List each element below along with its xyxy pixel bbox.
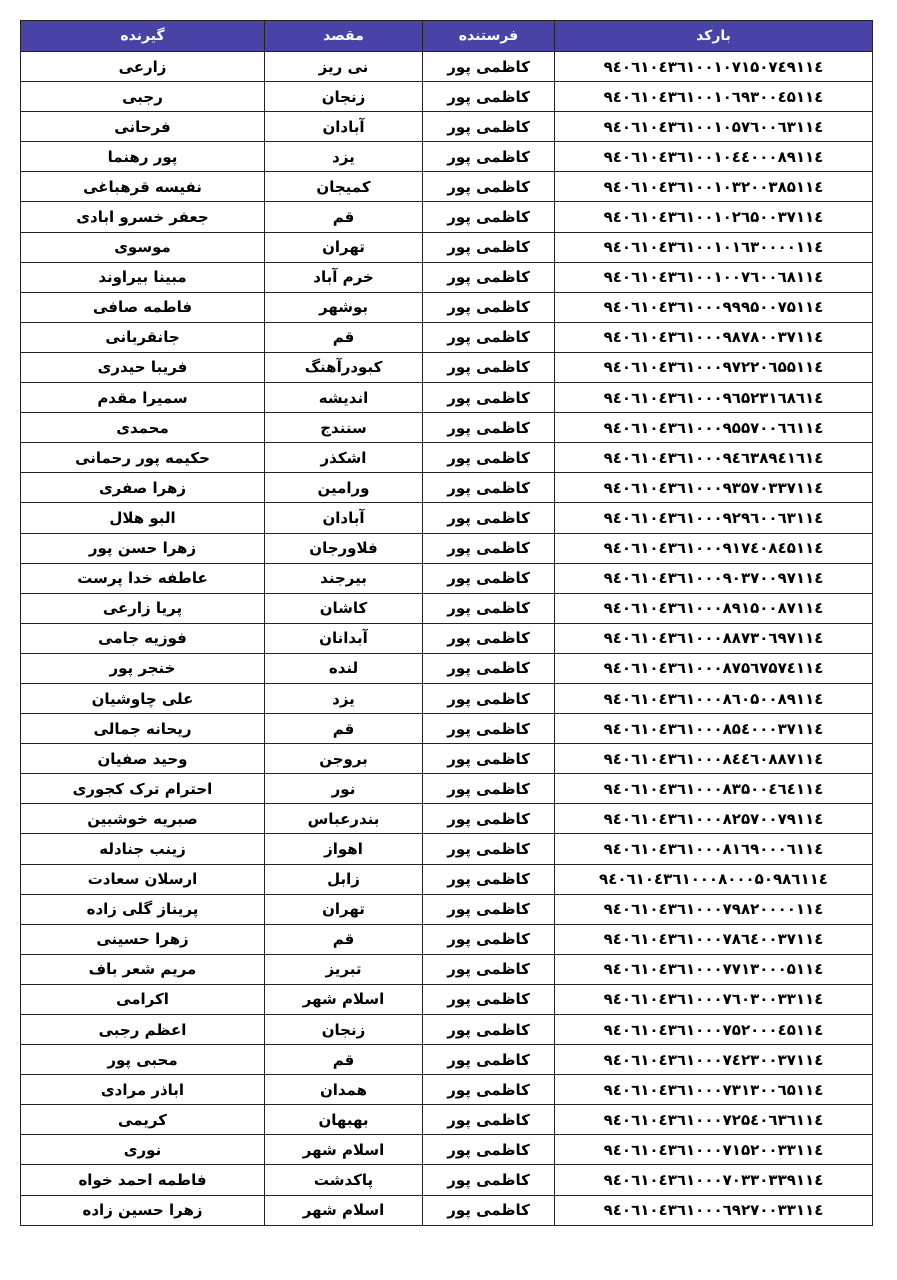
destination-cell: کمیجان (265, 172, 423, 202)
barcode-cell: ۹٤۰٦۱۰٤۳٦۱۰۰۰۹۳۵۷۰۳۳۷۱۱٤ (555, 473, 873, 503)
sender-cell: کاظمی پور (423, 714, 555, 744)
table-row (21, 1165, 873, 1195)
table-row (21, 744, 873, 774)
table-row (21, 683, 873, 713)
recipient-cell: فاطمه احمد خواه (21, 1165, 265, 1195)
barcode-cell: ۹٤۰٦۱۰٤۳٦۱۰۰۰۷۲۵٤۰٦۳٦۱۱٤ (555, 1105, 873, 1135)
barcode-cell: ۹٤۰٦۱۰٤۳٦۱۰۰۰۷٤۲۳۰۰۳۷۱۱٤ (555, 1045, 873, 1075)
destination-cell: قم (265, 924, 423, 954)
barcode-cell: ۹٤۰٦۱۰٤۳٦۱۰۰۰۷۹۸۲۰۰۰۰۱۱٤ (555, 894, 873, 924)
barcode-cell: ۹٤۰٦۱۰٤۳٦۱۰۰۱۰۰۷٦۰۰٦۸۱۱٤ (555, 262, 873, 292)
barcode-cell: ۹٤۰٦۱۰٤۳٦۱۰۰۰۹۰۳۷۰۰۹۷۱۱٤ (555, 563, 873, 593)
destination-cell: اسلام شهر (265, 984, 423, 1014)
barcode-cell: ۹٤۰٦۱۰٤۳٦۱۰۰۱۰۱٦۳۰۰۰۰۱۱٤ (555, 232, 873, 262)
recipient-cell: فریبا حیدری (21, 352, 265, 382)
table-row (21, 533, 873, 563)
recipient-cell: کریمی (21, 1105, 265, 1135)
barcode-cell: ۹٤۰٦۱۰٤۳٦۱۰۰۰٦۹۲۷۰۰۳۳۱۱٤ (555, 1195, 873, 1225)
sender-cell: کاظمی پور (423, 383, 555, 413)
sender-cell: کاظمی پور (423, 924, 555, 954)
sender-cell: کاظمی پور (423, 834, 555, 864)
destination-cell: نور (265, 774, 423, 804)
sender-cell: کاظمی پور (423, 653, 555, 683)
table-row (21, 142, 873, 172)
destination-cell: تبریز (265, 954, 423, 984)
table-row (21, 413, 873, 443)
barcode-cell: ۹٤۰٦۱۰٤۳٦۱۰۰۰۷۰۳۳۰۳۳۹۱۱٤ (555, 1165, 873, 1195)
sender-cell: کاظمی پور (423, 1135, 555, 1165)
table-row (21, 292, 873, 322)
destination-cell: کبودرآهنگ (265, 352, 423, 382)
destination-cell: کاشان (265, 593, 423, 623)
sender-cell: کاظمی پور (423, 954, 555, 984)
sender-cell: کاظمی پور (423, 352, 555, 382)
sender-cell: کاظمی پور (423, 202, 555, 232)
header-barcode: بارکد (555, 21, 873, 52)
sender-cell: کاظمی پور (423, 1045, 555, 1075)
recipient-cell: خنجر پور (21, 653, 265, 683)
destination-cell: آبادان (265, 503, 423, 533)
destination-cell: اهواز (265, 834, 423, 864)
recipient-cell: زهرا صفری (21, 473, 265, 503)
barcode-cell: ۹٤۰٦۱۰٤۳٦۱۰۰۱۰۵۷٦۰۰٦۳۱۱٤ (555, 112, 873, 142)
sender-cell: کاظمی پور (423, 1195, 555, 1225)
recipient-cell: صبریه خوشبین (21, 804, 265, 834)
sender-cell: کاظمی پور (423, 744, 555, 774)
table-row (21, 262, 873, 292)
barcode-cell: ۹٤۰٦۱۰٤۳٦۱۰۰۰۷۸٦٤۰۰۳۷۱۱٤ (555, 924, 873, 954)
destination-cell: تهران (265, 894, 423, 924)
recipient-cell: وحید صفیان (21, 744, 265, 774)
barcode-cell: ۹٤۰٦۱۰٤۳٦۱۰۰۰۹٤٦۳۸۹٤۱٦۱٤ (555, 443, 873, 473)
barcode-cell: ۹٤۰٦۱۰٤۳٦۱۰۰۰۹۲۹٦۰۰٦۳۱۱٤ (555, 503, 873, 533)
destination-cell: یزد (265, 142, 423, 172)
table-row (21, 202, 873, 232)
table-row (21, 714, 873, 744)
recipient-cell: اباذر مرادی (21, 1075, 265, 1105)
barcode-cell: ۹٤۰٦۱۰٤۳٦۱۰۰۰۷۱۵۲۰۰۳۳۱۱٤ (555, 1135, 873, 1165)
destination-cell: همدان (265, 1075, 423, 1105)
recipient-cell: فاطمه صافی (21, 292, 265, 322)
barcode-cell: ۹٤۰٦۱۰٤۳٦۱۰۰۰۸۱٦۹۰۰۰٦۱۱٤ (555, 834, 873, 864)
recipient-cell: مریم شعر باف (21, 954, 265, 984)
table-row (21, 984, 873, 1014)
destination-cell: قم (265, 714, 423, 744)
barcode-cell: ۹٤۰٦۱۰٤۳٦۱۰۰۰۹۱۷٤۰۸٤۵۱۱٤ (555, 533, 873, 563)
destination-cell: قم (265, 202, 423, 232)
table-row (21, 834, 873, 864)
barcode-cell: ۹٤۰٦۱۰٤۳٦۱۰۰۰۸۸۷۳۰٦۹۷۱۱٤ (555, 623, 873, 653)
destination-cell: سنندج (265, 413, 423, 443)
barcode-cell: ۹٤۰٦۱۰٤۳٦۱۰۰۰۸٤٤٦۰۸۸۷۱۱٤ (555, 744, 873, 774)
destination-cell: آبدانان (265, 623, 423, 653)
sender-cell: کاظمی پور (423, 563, 555, 593)
recipient-cell: رجبی (21, 82, 265, 112)
destination-cell: تهران (265, 232, 423, 262)
destination-cell: ورامین (265, 473, 423, 503)
recipient-cell: ریحانه جمالی (21, 714, 265, 744)
sender-cell: کاظمی پور (423, 1015, 555, 1045)
table-row (21, 322, 873, 352)
table-row (21, 1135, 873, 1165)
destination-cell: بیرجند (265, 563, 423, 593)
sender-cell: کاظمی پور (423, 112, 555, 142)
table-row (21, 623, 873, 653)
sender-cell: کاظمی پور (423, 894, 555, 924)
barcode-cell: ۹٤۰٦۱۰٤۳٦۱۰۰۰۹۵۵۷۰۰٦٦۱۱٤ (555, 413, 873, 443)
barcode-cell: ۹٤۰٦۱۰٤۳٦۱۰۰۰۷۷۱۳۰۰۰۵۱۱٤ (555, 954, 873, 984)
sender-cell: کاظمی پور (423, 1105, 555, 1135)
recipient-cell: احترام ترک کجوری (21, 774, 265, 804)
destination-cell: بروجن (265, 744, 423, 774)
sender-cell: کاظمی پور (423, 984, 555, 1014)
sender-cell: کاظمی پور (423, 232, 555, 262)
barcode-cell: ۹٤۰٦۱۰٤۳٦۱۰۰۰۸٦۰۵۰۰۸۹۱۱٤ (555, 683, 873, 713)
recipient-cell: زینب جنادله (21, 834, 265, 864)
destination-cell: بندرعباس (265, 804, 423, 834)
sender-cell: کاظمی پور (423, 292, 555, 322)
table-row (21, 1075, 873, 1105)
recipient-cell: حکیمه پور رحمانی (21, 443, 265, 473)
table-row (21, 1015, 873, 1045)
sender-cell: کاظمی پور (423, 322, 555, 352)
barcode-cell: ۹٤۰٦۱۰٤۳٦۱۰۰۱۰۳۲۰۰۳۸۵۱۱٤ (555, 172, 873, 202)
recipient-cell: زهرا حسن پور (21, 533, 265, 563)
sender-cell: کاظمی پور (423, 473, 555, 503)
destination-cell: اندیشه (265, 383, 423, 413)
recipient-cell: عاطفه خدا پرست (21, 563, 265, 593)
table-row (21, 1105, 873, 1135)
recipient-cell: اعظم رجبی (21, 1015, 265, 1045)
recipient-cell: محبی پور (21, 1045, 265, 1075)
recipient-cell: پریا زارعی (21, 593, 265, 623)
barcode-cell: ۹٤۰٦۱۰٤۳٦۱۰۰۱۰٦۹۳۰۰٤۵۱۱٤ (555, 82, 873, 112)
sender-cell: کاظمی پور (423, 774, 555, 804)
table-row (21, 383, 873, 413)
table-row (21, 774, 873, 804)
barcode-cell: ۹٤۰٦۱۰٤۳٦۱۰۰۰۹۷۲۲۰٦۵۵۱۱٤ (555, 352, 873, 382)
sender-cell: کاظمی پور (423, 142, 555, 172)
sender-cell: کاظمی پور (423, 413, 555, 443)
destination-cell: پاکدشت (265, 1165, 423, 1195)
table-row (21, 924, 873, 954)
table-row (21, 804, 873, 834)
barcode-cell: ۹٤۰٦۱۰٤۳٦۱۰۰۰۸۹۱۵۰۰۸۷۱۱٤ (555, 593, 873, 623)
sender-cell: کاظمی پور (423, 503, 555, 533)
recipient-cell: زهرا حسین زاده (21, 1195, 265, 1225)
recipient-cell: اکرامی (21, 984, 265, 1014)
sender-cell: کاظمی پور (423, 683, 555, 713)
destination-cell: فلاورجان (265, 533, 423, 563)
table-header (21, 21, 873, 52)
shipment-list-page (20, 20, 872, 1226)
destination-cell: اسلام شهر (265, 1195, 423, 1225)
recipient-cell: زهرا حسینی (21, 924, 265, 954)
sender-cell: کاظمی پور (423, 1165, 555, 1195)
recipient-cell: موسوی (21, 232, 265, 262)
recipient-cell: پور رهنما (21, 142, 265, 172)
table-row (21, 954, 873, 984)
recipient-cell: مبینا بیراوند (21, 262, 265, 292)
sender-cell: کاظمی پور (423, 623, 555, 653)
table-body (21, 52, 873, 1226)
barcode-cell: ۹٤۰٦۱۰٤۳٦۱۰۰۰۹۹۹۵۰۰۷۵۱۱٤ (555, 292, 873, 322)
table-row (21, 443, 873, 473)
barcode-cell: ۹٤۰٦۱۰٤۳٦۱۰۰۰۸۳۵۰۰٤٦٤۱۱٤ (555, 774, 873, 804)
barcode-cell: ۹٤۰٦۱۰٤۳٦۱۰۰۰۸۷۵٦۷۵۷٤۱۱٤ (555, 653, 873, 683)
barcode-cell: ۹٤۰٦۱۰٤۳٦۱۰۰۱۰۷۱۵۰۷٤۹۱۱٤ (555, 52, 873, 82)
destination-cell: اسلام شهر (265, 1135, 423, 1165)
destination-cell: قم (265, 1045, 423, 1075)
table-row (21, 864, 873, 894)
recipient-cell: جانقربانی (21, 322, 265, 352)
table-row (21, 1045, 873, 1075)
header-destination: مقصد (265, 21, 423, 52)
barcode-cell: ۹٤۰٦۱۰٤۳٦۱۰۰۱۰٤٤۰۰۰۸۹۱۱٤ (555, 142, 873, 172)
destination-cell: لنده (265, 653, 423, 683)
barcode-cell: ۹٤۰٦۱۰٤۳٦۱۰۰۰۸۵٤۰۰۰۳۷۱۱٤ (555, 714, 873, 744)
table-row (21, 112, 873, 142)
barcode-cell: ۹٤۰٦۱۰٤۳٦۱۰۰۰۹٦۵۲۳۱٦۸٦۱٤ (555, 383, 873, 413)
table-row (21, 352, 873, 382)
sender-cell: کاظمی پور (423, 533, 555, 563)
destination-cell: خرم آباد (265, 262, 423, 292)
destination-cell: آبادان (265, 112, 423, 142)
table-row (21, 1195, 873, 1225)
sender-cell: کاظمی پور (423, 864, 555, 894)
table-row (21, 52, 873, 82)
destination-cell: قم (265, 322, 423, 352)
recipient-cell: محمدی (21, 413, 265, 443)
sender-cell: کاظمی پور (423, 1075, 555, 1105)
sender-cell: کاظمی پور (423, 804, 555, 834)
table-row (21, 894, 873, 924)
table-row (21, 473, 873, 503)
recipient-cell: علی چاوشیان (21, 683, 265, 713)
destination-cell: نی ریز (265, 52, 423, 82)
destination-cell: زنجان (265, 82, 423, 112)
barcode-cell: ۹٤۰٦۱۰٤۳٦۱۰۰۰۷٦۰۳۰۰۳۳۱۱٤ (555, 984, 873, 1014)
header-sender: فرستنده (423, 21, 555, 52)
recipient-cell: زارعی (21, 52, 265, 82)
recipient-cell: نوری (21, 1135, 265, 1165)
recipient-cell: پریناز گلی زاده (21, 894, 265, 924)
destination-cell: اشکذر (265, 443, 423, 473)
barcode-cell: ۹٤۰٦۱۰٤۳٦۱۰۰۰۷۵۲۰۰۰٤۵۱۱٤ (555, 1015, 873, 1045)
table-row (21, 172, 873, 202)
table-row (21, 563, 873, 593)
header-recipient: گیرنده (21, 21, 265, 52)
sender-cell: کاظمی پور (423, 82, 555, 112)
table-row (21, 653, 873, 683)
sender-cell: کاظمی پور (423, 443, 555, 473)
destination-cell: بهبهان (265, 1105, 423, 1135)
table-row (21, 593, 873, 623)
sender-cell: کاظمی پور (423, 593, 555, 623)
recipient-cell: البو هلال (21, 503, 265, 533)
sender-cell: کاظمی پور (423, 172, 555, 202)
barcode-cell: ۹٤۰٦۱۰٤۳٦۱۰۰۰۸۲۵۷۰۰۷۹۱۱٤ (555, 804, 873, 834)
recipient-cell: فرحانی (21, 112, 265, 142)
recipient-cell: ارسلان سعادت (21, 864, 265, 894)
destination-cell: بوشهر (265, 292, 423, 322)
table-row (21, 232, 873, 262)
recipient-cell: جعفر خسرو ابادی (21, 202, 265, 232)
destination-cell: زنجان (265, 1015, 423, 1045)
sender-cell: کاظمی پور (423, 52, 555, 82)
recipient-cell: فوزیه جامی (21, 623, 265, 653)
table-row (21, 82, 873, 112)
sender-cell: کاظمی پور (423, 262, 555, 292)
header-row (21, 21, 873, 52)
barcode-cell: ۹٤۰٦۱۰٤۳٦۱۰۰۰۹۸۷۸۰۰۳۷۱۱٤ (555, 322, 873, 352)
table-row (21, 503, 873, 533)
destination-cell: یزد (265, 683, 423, 713)
barcode-cell: ۹٤۰٦۱۰٤۳٦۱۰۰۰۷۳۱۳۰۰٦۵۱۱٤ (555, 1075, 873, 1105)
barcode-cell: ۹٤۰٦۱۰٤۳٦۱۰۰۰۸۰۰۰۵۰۹۸٦۱۱٤ (555, 864, 873, 894)
shipment-table (20, 20, 873, 1226)
recipient-cell: نفیسه قرهباغی (21, 172, 265, 202)
barcode-cell: ۹٤۰٦۱۰٤۳٦۱۰۰۱۰۲٦۵۰۰۳۷۱۱٤ (555, 202, 873, 232)
destination-cell: زابل (265, 864, 423, 894)
recipient-cell: سمیرا مقدم (21, 383, 265, 413)
